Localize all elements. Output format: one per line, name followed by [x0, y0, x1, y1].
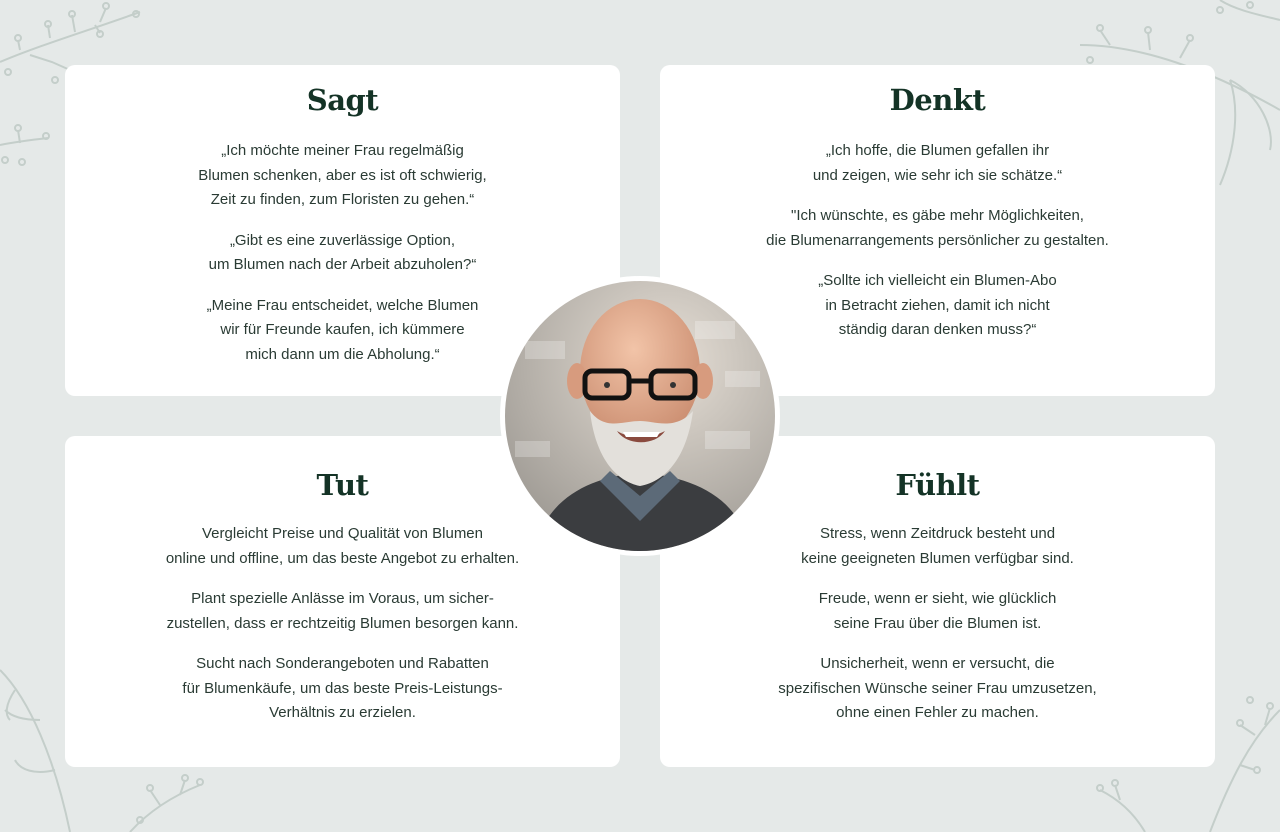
card-title: Fühlt — [895, 468, 980, 502]
statement: Plant spezielle Anlässe im Voraus, um sicher- zustellen, dass er rechtzeitig Blumen besorgen kann. — [166, 590, 519, 632]
statement: Vergleicht Preise und Qualität von Blumen online und offline, um das beste Angebot zu erhalten. — [165, 525, 520, 567]
statement: Stress, wenn Zeitdruck besteht und keine geeigneten Blumen verfügbar sind. — [801, 525, 1074, 567]
statement: Freude, wenn er sieht, wie glücklich seine Frau über die Blumen ist. — [818, 590, 1057, 632]
quote: „Sollte ich vielleicht ein Blumen-Abo in Betracht ziehen, damit ich nicht ständig daran denken muss?“ — [818, 272, 1057, 338]
card-title: Sagt — [306, 83, 379, 117]
statement: Sucht nach Sonderangeboten und Rabatten für Blumenkäufe, um das beste Preis-Leistungs- Verhältnis zu erzielen. — [182, 655, 503, 721]
quote: „Ich möchte meiner Frau regelmäßig Blumen schenken, aber es ist oft schwierig, Zeit zu finden, zum Floristen zu gehen.“ — [198, 142, 487, 208]
quote: „Ich hoffe, die Blumen gefallen ihr und zeigen, wie sehr ich sie schätze.“ — [812, 142, 1063, 184]
statement: Unsicherheit, wenn er versucht, die spezifischen Wünsche seiner Frau umzusetzen, ohne einen Fehler zu machen. — [778, 655, 1097, 721]
quote: „Meine Frau entscheidet, welche Blumen wir für Freunde kaufen, ich kümmere mich dann um die Abholung.“ — [206, 296, 479, 363]
quote: „Gibt es eine zuverlässige Option, um Blumen nach der Arbeit abzuholen?“ — [208, 231, 477, 273]
card-title: Tut — [316, 468, 369, 502]
card-title: Denkt — [889, 83, 986, 117]
persona-photo — [500, 276, 780, 556]
quote: "Ich wünschte, es gäbe mehr Möglichkeiten, die Blumenarrangements persönlicher zu gestalten. — [766, 207, 1109, 249]
